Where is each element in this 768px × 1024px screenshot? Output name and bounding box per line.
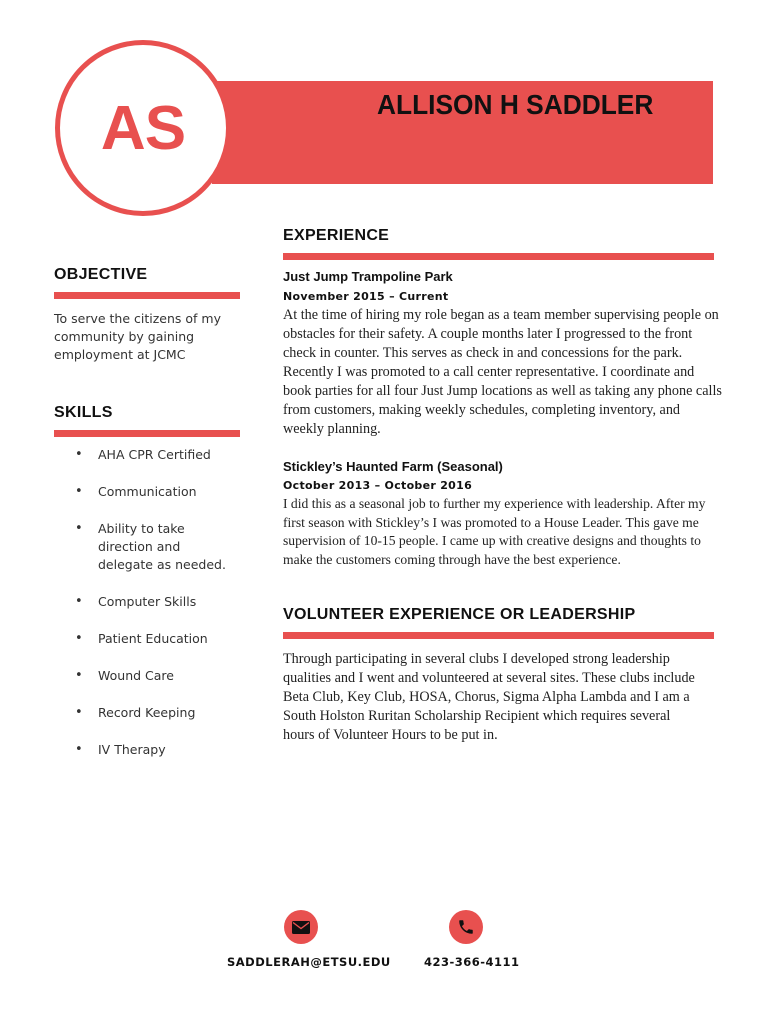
skill-label: Wound Care <box>98 668 174 683</box>
job-description: I did this as a seasonal job to further my experience with leadership. After my first season with Stickley’s I was promoted to a House Leader. This gave me supervision of 10-15 people. I came up with creative designs and thoughts to make the customers coming through have the best experience. <box>283 496 706 567</box>
objective-text: To serve the citizens of my community by gaining employment at JCMC <box>54 311 221 362</box>
skill-label: Computer Skills <box>98 594 197 609</box>
job-title: Stickley’s Haunted Farm (Seasonal) <box>283 459 503 474</box>
experience-heading: EXPERIENCE <box>283 227 390 244</box>
skill-label: Record Keeping <box>98 705 196 720</box>
candidate-name: ALLISON H SADDLER <box>377 89 654 120</box>
bullet-icon: • <box>75 705 83 720</box>
envelope-icon <box>284 910 318 944</box>
objective-heading: OBJECTIVE <box>54 266 148 283</box>
skill-label: IV Therapy <box>98 742 166 757</box>
skill-label: Ability to take direction and delegate as needed. <box>98 521 226 572</box>
contact-email[interactable]: SADDLERAH@ETSU.EDU <box>227 955 391 969</box>
skill-item <box>54 741 254 759</box>
skill-item <box>54 630 254 648</box>
volunteer-divider <box>283 632 714 639</box>
bullet-icon: • <box>75 484 83 499</box>
monogram-circle <box>55 40 231 216</box>
bullet-icon: • <box>75 742 83 757</box>
monogram-initials: AS <box>100 93 186 163</box>
skills-list <box>54 446 254 778</box>
volunteer-heading: VOLUNTEER EXPERIENCE OR LEADERSHIP <box>283 606 636 623</box>
skill-item <box>54 667 254 685</box>
skill-label: AHA CPR Certified <box>98 447 211 462</box>
job-dates: October 2013 – October 2016 <box>283 479 473 492</box>
skills-divider <box>54 430 240 437</box>
experience-divider <box>283 253 714 260</box>
skill-item <box>54 483 254 501</box>
bullet-icon: • <box>75 521 83 536</box>
bullet-icon: • <box>75 447 83 462</box>
objective-divider <box>54 292 240 299</box>
skill-item <box>54 520 228 574</box>
job-dates: November 2015 – Current <box>283 290 449 303</box>
job-title: Just Jump Trampoline Park <box>283 269 453 284</box>
phone-icon <box>449 910 483 944</box>
skill-label: Communication <box>98 484 197 499</box>
skill-item <box>54 446 254 464</box>
skill-item <box>54 593 254 611</box>
bullet-icon: • <box>75 668 83 683</box>
contact-phone[interactable]: 423-366-4111 <box>424 955 520 969</box>
skill-item <box>54 704 254 722</box>
skills-heading: SKILLS <box>54 404 113 421</box>
bullet-icon: • <box>75 594 83 609</box>
volunteer-text: Through participating in several clubs I developed strong leadership qualities and I went and volunteered at several sites. These clubs include Beta Club, Key Club, HOSA, Chorus, Sigma Alpha Lambda and I am a South Holston Ruritan Scholarship Recipient which requires several hours of Volunteer Hours to be put in. <box>283 651 695 743</box>
bullet-icon: • <box>75 631 83 646</box>
job-description: At the time of hiring my role began as a team member supervising people on obstacles for their safety. A couple months later I progressed to the front check in counter. This serves as check in and concessions for the park. Recently I was promoted to a call center representative. I coordinate and book parties for all four Just Jump locations as well as taking any phone calls from customers, making weekly schedules, completing inventory, and weekly planning. <box>283 307 722 437</box>
skill-label: Patient Education <box>98 631 208 646</box>
